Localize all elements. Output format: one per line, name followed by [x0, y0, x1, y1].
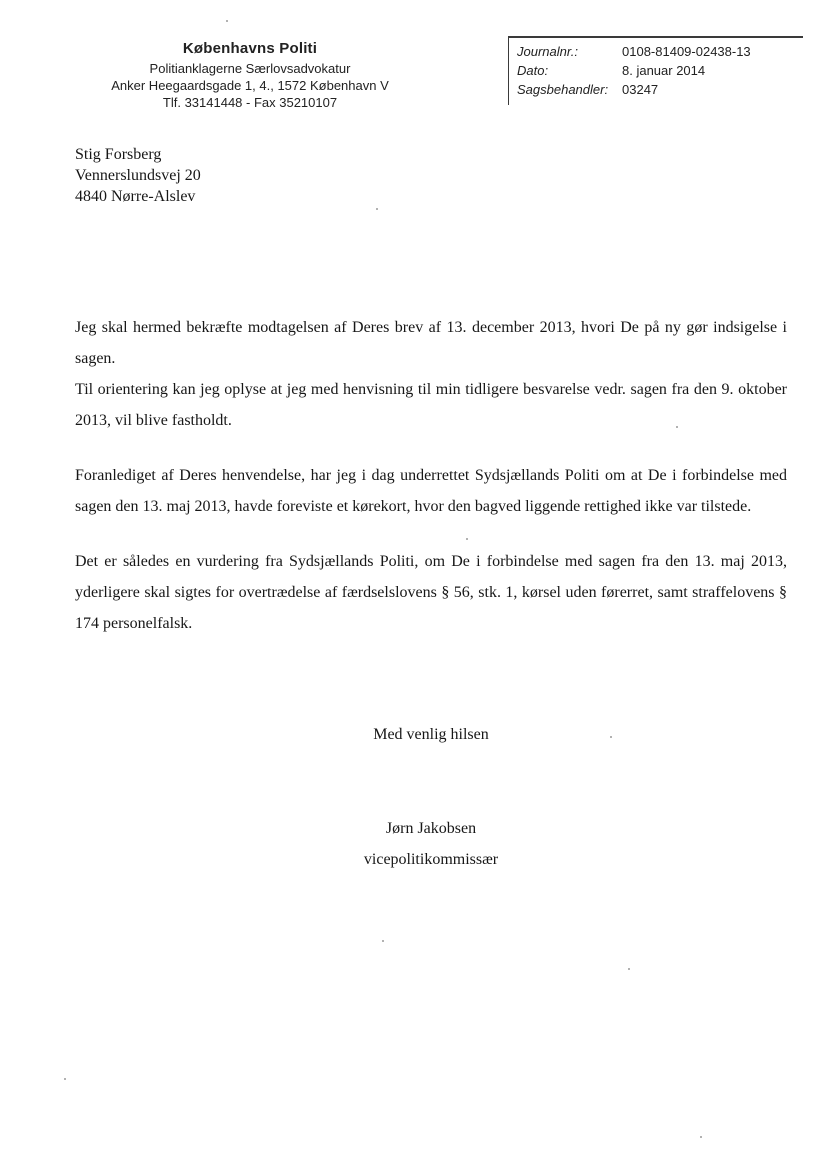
letterhead — [60, 40, 440, 111]
body-paragraph: Foranlediget af Deres henvendelse, har jeg i dag underrettet Sydsjællands Politi om at De i forbindelse med sagen den 13. maj 2013, havde foreviste et kørekort, hvor den bagved liggende rettighed ikke var tilstede. — [75, 467, 787, 515]
recipient-street: Vennerslundsvej 20 — [75, 167, 201, 184]
scan-artifact — [376, 208, 378, 210]
scan-artifact — [64, 1078, 66, 1080]
reference-box — [508, 36, 803, 105]
body-paragraph: Til orientering kan jeg oplyse at jeg med henvisning til min tidligere besvarelse vedr. sagen fra den 9. oktober 2013, vil blive fastholdt. — [75, 381, 787, 429]
body-paragraph: Jeg skal hermed bekræfte modtagelsen af Deres brev af 13. december 2013, hvori De på ny gør indsigelse i sagen. — [75, 319, 787, 367]
letter-body — [75, 312, 787, 639]
scan-artifact — [700, 1136, 702, 1138]
caseworker-value: 03247 — [622, 82, 659, 97]
recipient-address — [75, 144, 201, 207]
journal-number-label: Journalnr.: — [517, 44, 578, 59]
scan-artifact — [226, 20, 228, 22]
scan-artifact — [610, 736, 612, 738]
department-line: Politianklagerne Særlovsadvokatur — [149, 61, 351, 76]
organization-name: Københavns Politi — [182, 40, 318, 57]
scan-artifact — [382, 940, 384, 942]
scan-artifact — [466, 538, 468, 540]
scan-artifact — [676, 426, 678, 428]
signer-title: vicepolitikommissær — [363, 851, 499, 868]
signature-block — [75, 813, 787, 875]
scan-artifact — [628, 968, 630, 970]
journal-number-value: 0108-81409-02438-13 — [622, 44, 751, 59]
body-paragraph: Det er således en vurdering fra Sydsjællands Politi, om De i forbindelse med sagen fra den 13. maj 2013, yderligere skal sigtes for overtrædelse af færdselslovens § 56, stk. 1, kørsel uden førerret, samt straffelovens § 174 personelfalsk. — [75, 553, 787, 632]
phone-fax-line: Tlf. 33141448 - Fax 35210107 — [162, 95, 338, 110]
journal-number-row — [517, 42, 803, 61]
date-value: 8. januar 2014 — [622, 63, 706, 78]
date-row — [517, 61, 803, 80]
address-line: Anker Heegaardsgade 1, 4., 1572 København V — [111, 78, 389, 93]
recipient-city: 4840 Nørre-Alslev — [75, 188, 196, 205]
caseworker-label: Sagsbehandler: — [517, 82, 609, 97]
recipient-name: Stig Forsberg — [75, 146, 162, 163]
closing-salutation: Med venlig hilsen — [373, 726, 489, 743]
signer-name: Jørn Jakobsen — [385, 820, 477, 837]
caseworker-row — [517, 80, 803, 99]
date-label: Dato: — [517, 63, 549, 78]
